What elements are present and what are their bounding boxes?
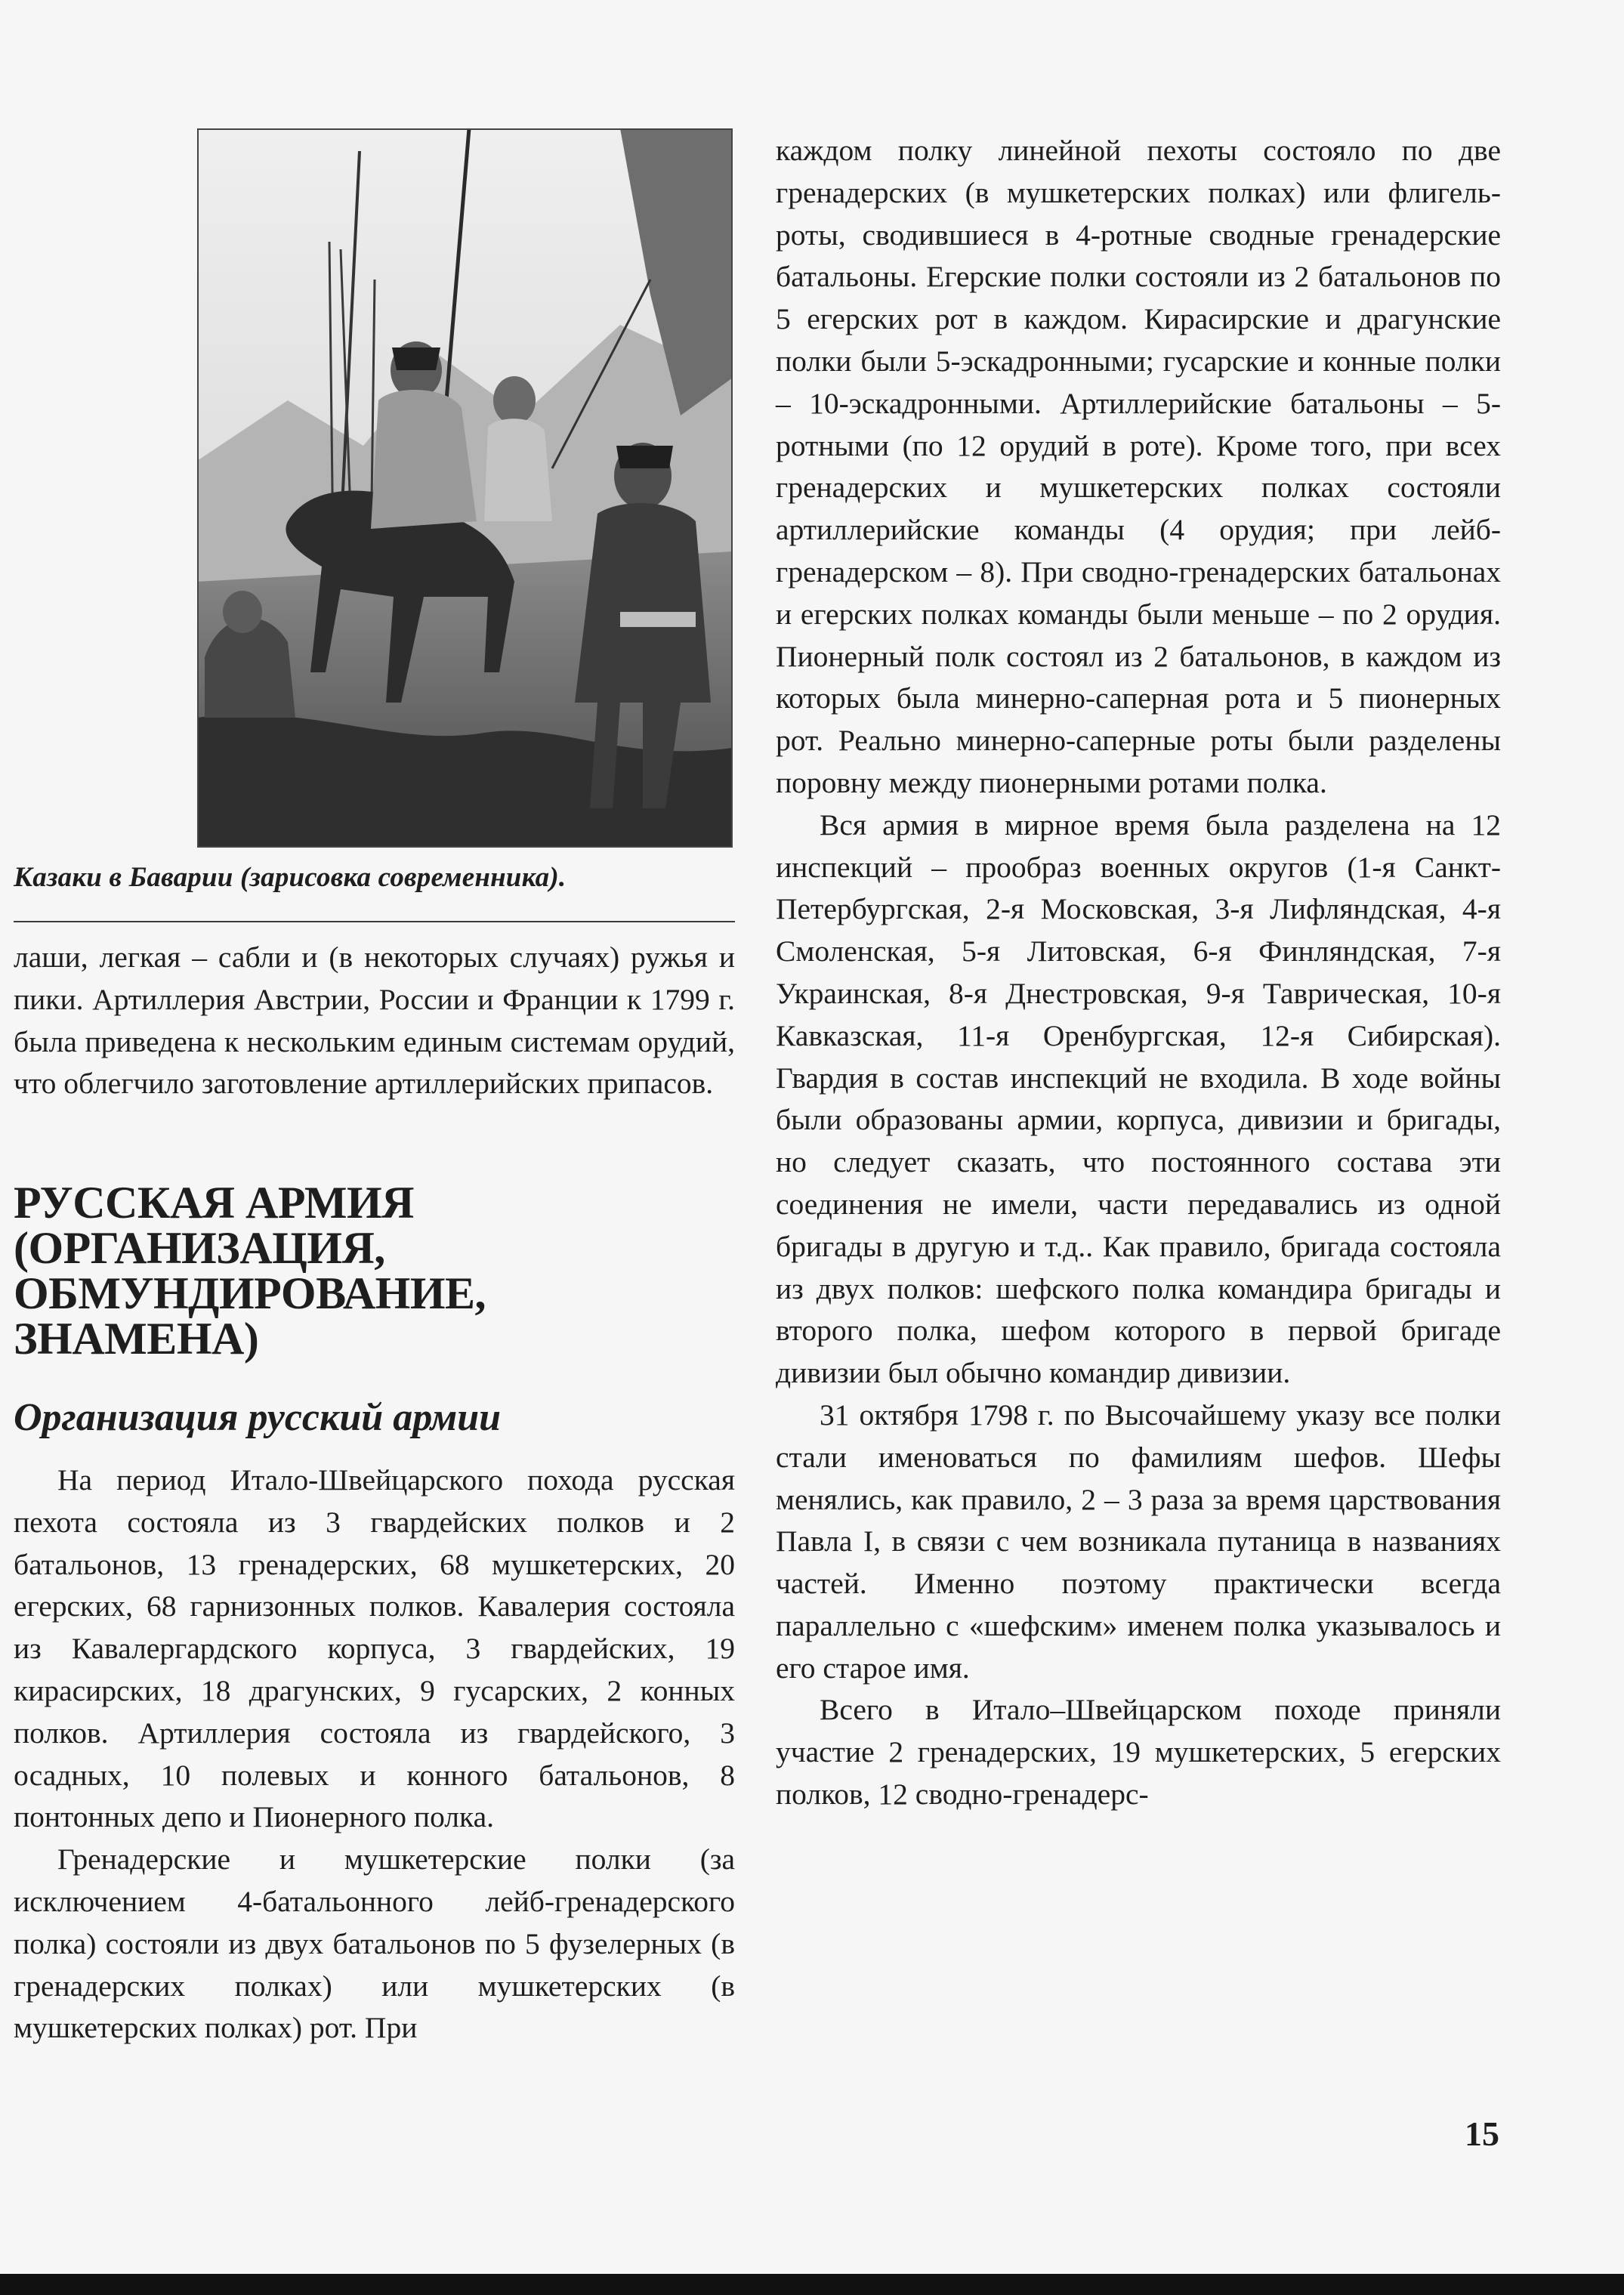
right-column-body <box>776 130 1501 1816</box>
left-column-intro <box>14 937 735 1105</box>
section-heading <box>14 1178 735 1364</box>
page-number: 15 <box>1465 2114 1499 2153</box>
heading-line: РУССКАЯ АРМИЯ <box>14 1178 414 1228</box>
left-column-body <box>14 1459 735 2049</box>
scan-edge <box>0 2274 1624 2295</box>
cossacks-illustration <box>197 128 733 848</box>
section-subheading: Организация русский армии <box>14 1396 502 1439</box>
caption-divider <box>14 921 735 922</box>
heading-line: ЗНАМЕНА) <box>14 1314 259 1364</box>
paragraph: На период Итало-Швейцарского похода русская пехота состояла из 3 гвардейских полков и 2 батальонов, 13 гренадерских, 68 мушкетерских, 20 егерских, 68 гарнизонных полков. Кавалерия состояла из Кавалергардского корпуса, 3 гвардейских, 19 кирасирских, 18 драгунских, 9 гусарских, 2 конных полков. Артиллерия состояла из гвардейского, 3 осадных, 10 полевых и конного батальонов, 8 понтонных депо и Пионерного полка. <box>14 1463 735 1834</box>
figure-caption: Казаки в Баварии (зарисовка современника). <box>14 862 567 893</box>
paragraph: Всего в Итало–Швейцарском походе приняли участие 2 гренадерских, 19 мушкетерских, 5 егерских полков, 12 сводно-гренадерс- <box>776 1693 1501 1812</box>
heading-line: (ОРГАНИЗАЦИЯ, <box>14 1223 385 1273</box>
paragraph: Гренадерские и мушкетерские полки (за исключением 4-батальонного лейб-гренадерского полка) состояли из двух батальонов по 5 фузелерных (в гренадерских полках) или мушкетерских (в мушкетерских полках) рот. При <box>14 1842 735 2045</box>
paragraph: Вся армия в мирное время была разделена на 12 инспекций – прообраз военных округов (1-я Санкт-Петербургская, 2-я Московская, 3-я Лифляндская, 4-я Смоленская, 5-я Литовская, 6-я Финляндская, 7-я Украинская, 8-я Днестровская, 9-я Таврическая, 10-я Кавказская, 11-я Оренбургская, 12-я Сибирская). Гвардия в состав инспекций не входила. В ходе войны были образованы армии, корпуса, дивизии и бригады, но следует сказать, что постоянного состава эти соединения не имели, части передавались из одной бригады в другую и т.д.. Как правило, бригада состояла из двух полков: шефского полка командира бригады и второго полка, шефом которого в первой бригаде дивизии был обычно командир дивизии. <box>776 808 1501 1390</box>
paragraph: 31 октября 1798 г. по Высочайшему указу все полки стали именоваться по фамилиям шефов. Шефы менялись, как правило, 2 – 3 раза за время царствования Павла I, в связи с чем возникала путаница в названиях частей. Именно поэтому практически всегда параллельно с «шефским» именем полка указывалось и его старое имя. <box>776 1398 1501 1685</box>
paragraph: каждом полку линейной пехоты состояло по две гренадерских (в мушкетерских полках) или флигель-роты, сводившиеся в 4-ротные сводные гренадерские батальоны. Егерские полки состояли из 2 батальонов по 5 егерских рот в каждом. Кирасирские и драгунские полки были 5-эскадронными; гусарские и конные полки – 10-эскадронными. Артиллерийские батальоны – 5-ротными (по 12 орудий в роте). Кроме того, при всех гренадерских и мушкетерских полках состояли артиллерийские команды (4 орудия; при лейб-гренадерском – 8). При сводно-гренадерских батальонах и егерских полках команды были меньше – по 2 орудия. Пионерный полк состоял из 2 батальонов, в каждом из которых была минерно-саперная рота и 5 пионерных рот. Реально минерно-саперные роты были разделены поровну между пионерными ротами полка. <box>776 134 1501 799</box>
engraving-image <box>197 128 733 848</box>
heading-line: ОБМУНДИРОВАНИЕ, <box>14 1268 486 1318</box>
paragraph: лаши, легкая – сабли и (в некоторых случаях) ружья и пики. Артиллерия Австрии, России и Франции к 1799 г. была приведена к нескольким единым системам орудий, что облегчило заготовление артиллерийских припасов. <box>14 941 735 1101</box>
